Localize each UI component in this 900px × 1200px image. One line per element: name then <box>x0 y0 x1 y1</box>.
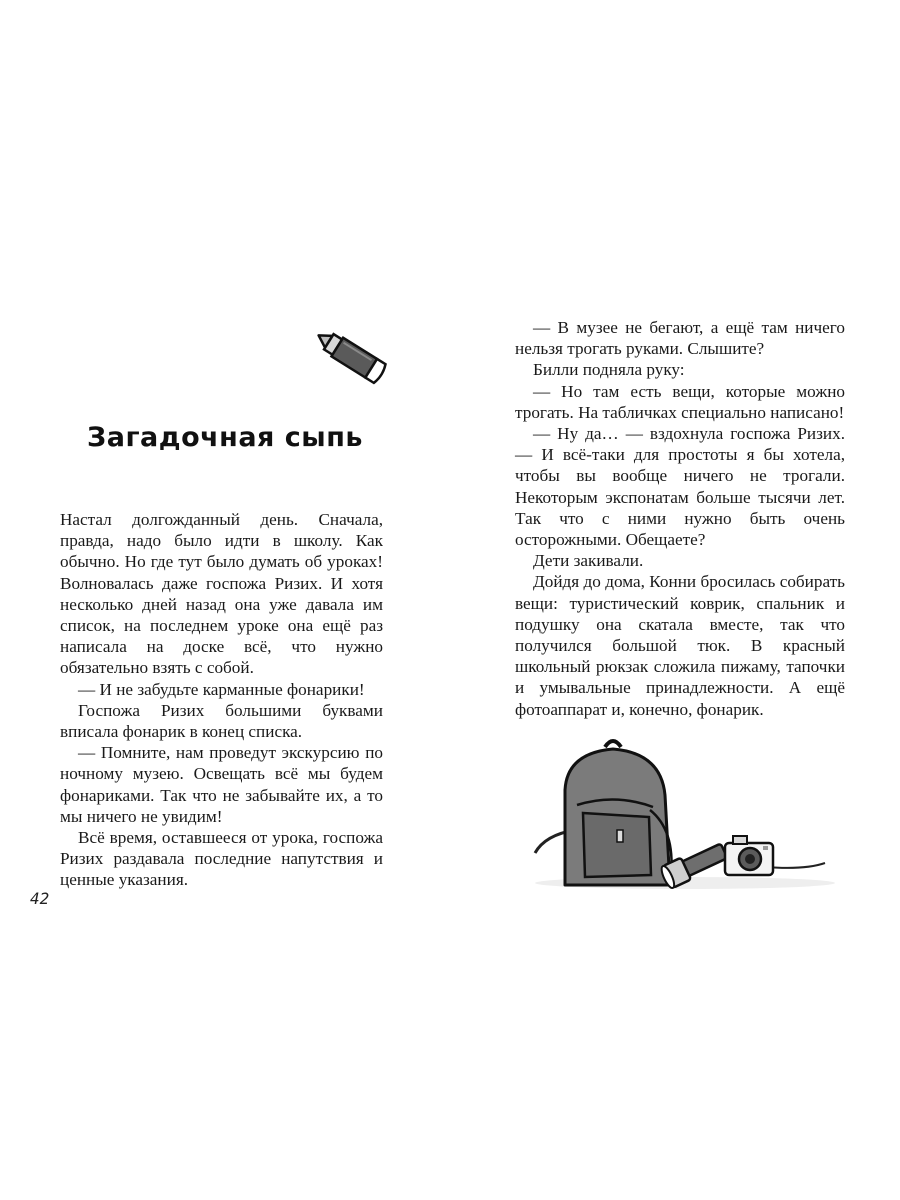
right-body-text <box>515 317 845 720</box>
paragraph: — Ну да… — вздохнула госпожа Ризих. — И всё-таки для простоты я бы хотела, чтобы вы вообще ничего не трогали. Некоторым экспонатам больше тысячи лет. Так что с ними нужно быть очень осторожными. Обещаете? <box>515 424 845 550</box>
paragraph: — Но там есть вещи, которые можно трогать. На табличках специально написано! <box>515 381 845 422</box>
crayon-icon <box>305 320 395 390</box>
paragraph: Дети закивали. <box>533 551 644 571</box>
paragraph: Госпожа Ризих большими буквами вписала фонарик в конец списка. <box>60 700 383 742</box>
paragraph: — Помните, нам проведут экскурсию по ночному музею. Освещать всё мы будем фонариками. Так что не забывайте их, а то мы ничего не увидим! <box>60 743 383 826</box>
page-number: 42 <box>30 889 50 908</box>
paragraph: Настал долгожданный день. Сначала, правда, надо было идти в школу. Как обычно. Но где тут было думать об уроках! Волновалась даже госпожа Ризих. И хотя несколько дней назад она уже давала им список, на последнем уроке она ещё раз написала на доске всё, что нужно обязательно взять с собой. <box>60 510 383 678</box>
camera-icon <box>725 836 773 875</box>
paragraph: Билли подняла руку: <box>533 360 685 380</box>
left-body-text <box>60 509 383 891</box>
packing-illustration <box>525 735 835 895</box>
chapter-title: Загадочная сыпь <box>87 422 363 453</box>
paragraph: Дойдя до дома, Конни бросилась собирать вещи: туристический коврик, спальник и подушку она скатала вместе, так что получился большой тюк. В красный школьный рюкзак сложила пижаму, тапочки и умывальные принадлежности. А ещё фотоаппарат и, конечно, фонарик. <box>515 572 845 719</box>
paragraph: — И не забудьте карманные фонарики! <box>78 679 365 699</box>
backpack-icon <box>565 741 672 885</box>
paragraph: Всё время, оставшееся от урока, госпожа Ризих раздавала последние напутствия и ценные указания. <box>60 828 383 890</box>
right-page <box>450 0 900 1200</box>
paragraph: — В музее не бегают, а ещё там ничего нельзя трогать руками. Слышите? <box>515 318 845 359</box>
